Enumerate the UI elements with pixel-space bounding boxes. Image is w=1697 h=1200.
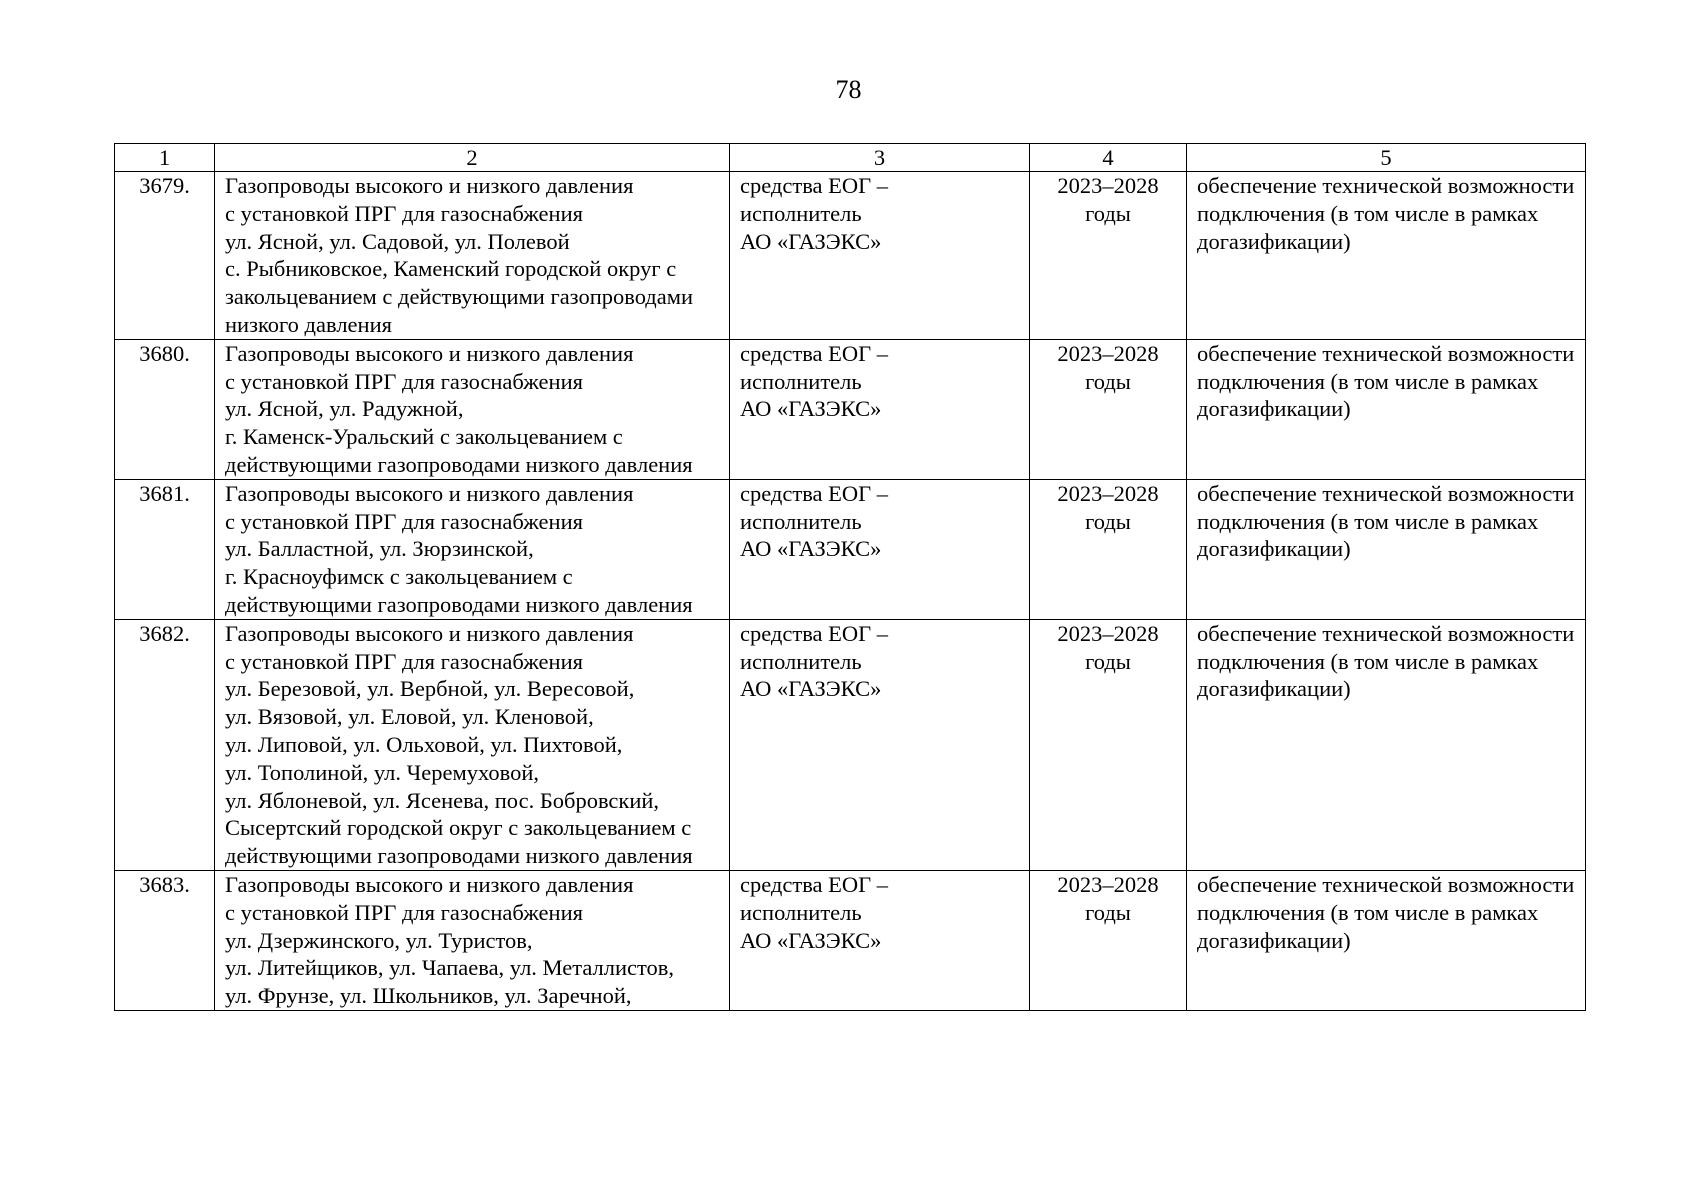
purpose: обеспечение технической возможности подключения (в том числе в рамках догазификации)	[1187, 619, 1586, 870]
table-row	[115, 479, 1586, 619]
table-header	[115, 144, 1586, 172]
header-col-5: 5	[1187, 144, 1586, 172]
funding-source: средства ЕОГ – исполнитель АО «ГАЗЭКС»	[730, 479, 1030, 619]
implementation-period: 2023–2028 годы	[1030, 870, 1187, 1010]
purpose: обеспечение технической возможности подключения (в том числе в рамках догазификации)	[1187, 870, 1586, 1010]
row-number: 3682.	[115, 619, 215, 870]
funding-source: средства ЕОГ – исполнитель АО «ГАЗЭКС»	[730, 172, 1030, 340]
funding-source: средства ЕОГ – исполнитель АО «ГАЗЭКС»	[730, 339, 1030, 479]
table-body	[115, 172, 1586, 1011]
row-number: 3680.	[115, 339, 215, 479]
header-col-3: 3	[730, 144, 1030, 172]
header-col-4: 4	[1030, 144, 1187, 172]
implementation-period: 2023–2028 годы	[1030, 339, 1187, 479]
header-col-1: 1	[115, 144, 215, 172]
table-row	[115, 339, 1586, 479]
purpose: обеспечение технической возможности подключения (в том числе в рамках догазификации)	[1187, 479, 1586, 619]
row-number: 3679.	[115, 172, 215, 340]
table-row	[115, 172, 1586, 340]
implementation-period: 2023–2028 годы	[1030, 172, 1187, 340]
row-number: 3681.	[115, 479, 215, 619]
implementation-period: 2023–2028 годы	[1030, 479, 1187, 619]
object-description: Газопроводы высокого и низкого давления с установкой ПРГ для газоснабжения ул. Ясной, ул. Садовой, ул. Полевой с. Рыбниковское, Каменский городской округ с закольцеванием с действующими газопроводами низкого давления	[215, 172, 730, 340]
funding-source: средства ЕОГ – исполнитель АО «ГАЗЭКС»	[730, 619, 1030, 870]
purpose: обеспечение технической возможности подключения (в том числе в рамках догазификации)	[1187, 172, 1586, 340]
purpose: обеспечение технической возможности подключения (в том числе в рамках догазификации)	[1187, 339, 1586, 479]
program-table	[114, 143, 1586, 1011]
object-description: Газопроводы высокого и низкого давления с установкой ПРГ для газоснабжения ул. Березовой, ул. Вербной, ул. Вересовой, ул. Вязовой, ул. Еловой, ул. Кленовой, ул. Липовой, ул. Ольховой, ул. Пихтовой, ул. Тополиной, ул. Черемуховой, ул. Яблоневой, ул. Ясенева, пос. Бобровский, Сысертский городской округ с закольцеванием с действующими газопроводами низкого давления	[215, 619, 730, 870]
object-description: Газопроводы высокого и низкого давления с установкой ПРГ для газоснабжения ул. Балластной, ул. Зюрзинской, г. Красноуфимск с закольцеванием с действующими газопроводами низкого давления	[215, 479, 730, 619]
funding-source: средства ЕОГ – исполнитель АО «ГАЗЭКС»	[730, 870, 1030, 1010]
header-row	[115, 144, 1586, 172]
header-col-2: 2	[215, 144, 730, 172]
table-row	[115, 870, 1586, 1010]
object-description: Газопроводы высокого и низкого давления с установкой ПРГ для газоснабжения ул. Дзержинского, ул. Туристов, ул. Литейщиков, ул. Чапаева, ул. Металлистов, ул. Фрунзе, ул. Школьников, ул. Заречной,	[215, 870, 730, 1010]
implementation-period: 2023–2028 годы	[1030, 619, 1187, 870]
table-row	[115, 619, 1586, 870]
row-number: 3683.	[115, 870, 215, 1010]
object-description: Газопроводы высокого и низкого давления с установкой ПРГ для газоснабжения ул. Ясной, ул. Радужной, г. Каменск-Уральский с закольцеванием с действующими газопроводами низкого давления	[215, 339, 730, 479]
page-number: 78	[835, 75, 862, 104]
